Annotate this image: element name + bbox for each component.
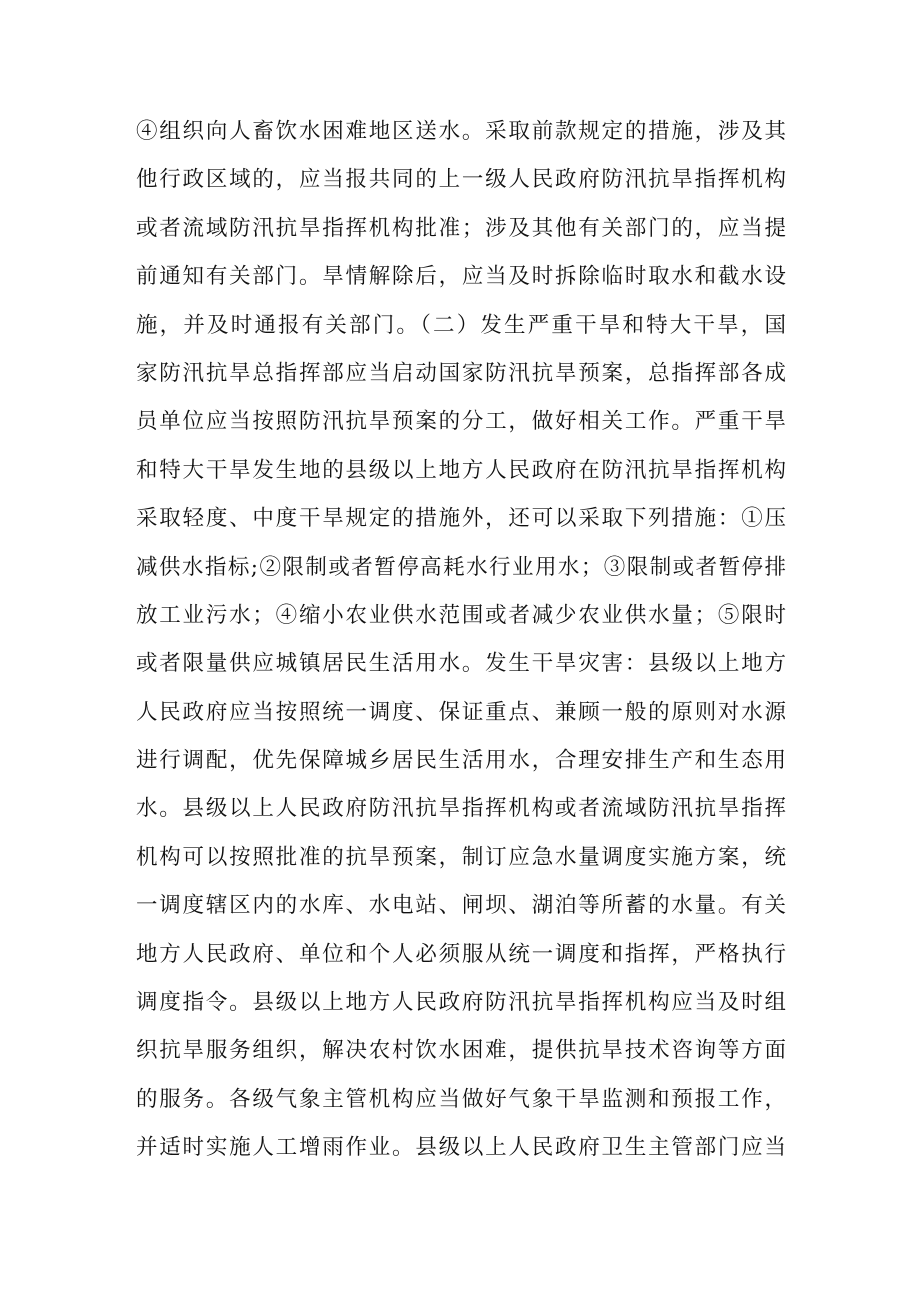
text-line-14: 进行调配，优先保障城乡居民生活用水，合理安排生产和生态用 bbox=[136, 748, 786, 774]
text-line-5: 施，并及时通报有关部门。（二）发生严重干旱和特大干旱，国 bbox=[136, 312, 786, 338]
text-line-3: 或者流域防汛抗旱指挥机构批准；涉及其他有关部门的，应当提 bbox=[136, 215, 786, 241]
text-line-16: 机构可以按照批准的抗旱预案，制订应急水量调度实施方案，统 bbox=[136, 844, 786, 870]
text-line-22: 并适时实施人工增雨作业。县级以上人民政府卫生主管部门应当 bbox=[136, 1135, 786, 1161]
text-line-19: 调度指令。县级以上地方人民政府防汛抗旱指挥机构应当及时组 bbox=[136, 990, 786, 1016]
text-line-7: 员单位应当按照防汛抗旱预案的分工，做好相关工作。严重干旱 bbox=[136, 409, 786, 435]
text-line-20: 织抗旱服务组织，解决农村饮水困难，提供抗旱技术咨询等方面 bbox=[136, 1038, 786, 1064]
text-line-10: 减供水指标;②限制或者暂停高耗水行业用水；③限制或者暂停排 bbox=[136, 554, 786, 580]
text-line-8: 和特大干旱发生地的县级以上地方人民政府在防汛抗旱指挥机构 bbox=[136, 457, 786, 483]
text-line-21: 的服务。各级气象主管机构应当做好气象干旱监测和预报工作， bbox=[136, 1086, 786, 1112]
text-line-11: 放工业污水；④缩小农业供水范围或者减少农业供水量；⑤限时 bbox=[136, 602, 786, 628]
text-line-9: 采取轻度、中度干旱规定的措施外，还可以采取下列措施：①压 bbox=[136, 506, 786, 532]
text-line-2: 他行政区域的，应当报共同的上一级人民政府防汛抗旱指挥机构 bbox=[136, 167, 786, 193]
text-line-15: 水。县级以上人民政府防汛抗旱指挥机构或者流域防汛抗旱指挥 bbox=[136, 796, 786, 822]
text-line-13: 人民政府应当按照统一调度、保证重点、兼顾一般的原则对水源 bbox=[136, 699, 786, 725]
text-line-1: ④组织向人畜饮水困难地区送水。采取前款规定的措施，涉及其 bbox=[136, 119, 786, 144]
body-paragraph bbox=[136, 108, 786, 1173]
text-line-18: 地方人民政府、单位和个人必须服从统一调度和指挥，严格执行 bbox=[136, 941, 786, 967]
text-line-6: 家防汛抗旱总指挥部应当启动国家防汛抗旱预案，总指挥部各成 bbox=[136, 360, 786, 386]
text-line-12: 或者限量供应城镇居民生活用水。发生干旱灾害：县级以上地方 bbox=[136, 651, 786, 677]
text-line-17: 一调度辖区内的水库、水电站、闸坝、湖泊等所蓄的水量。有关 bbox=[136, 893, 786, 919]
text-line-4: 前通知有关部门。旱情解除后，应当及时拆除临时取水和截水设 bbox=[136, 264, 786, 290]
